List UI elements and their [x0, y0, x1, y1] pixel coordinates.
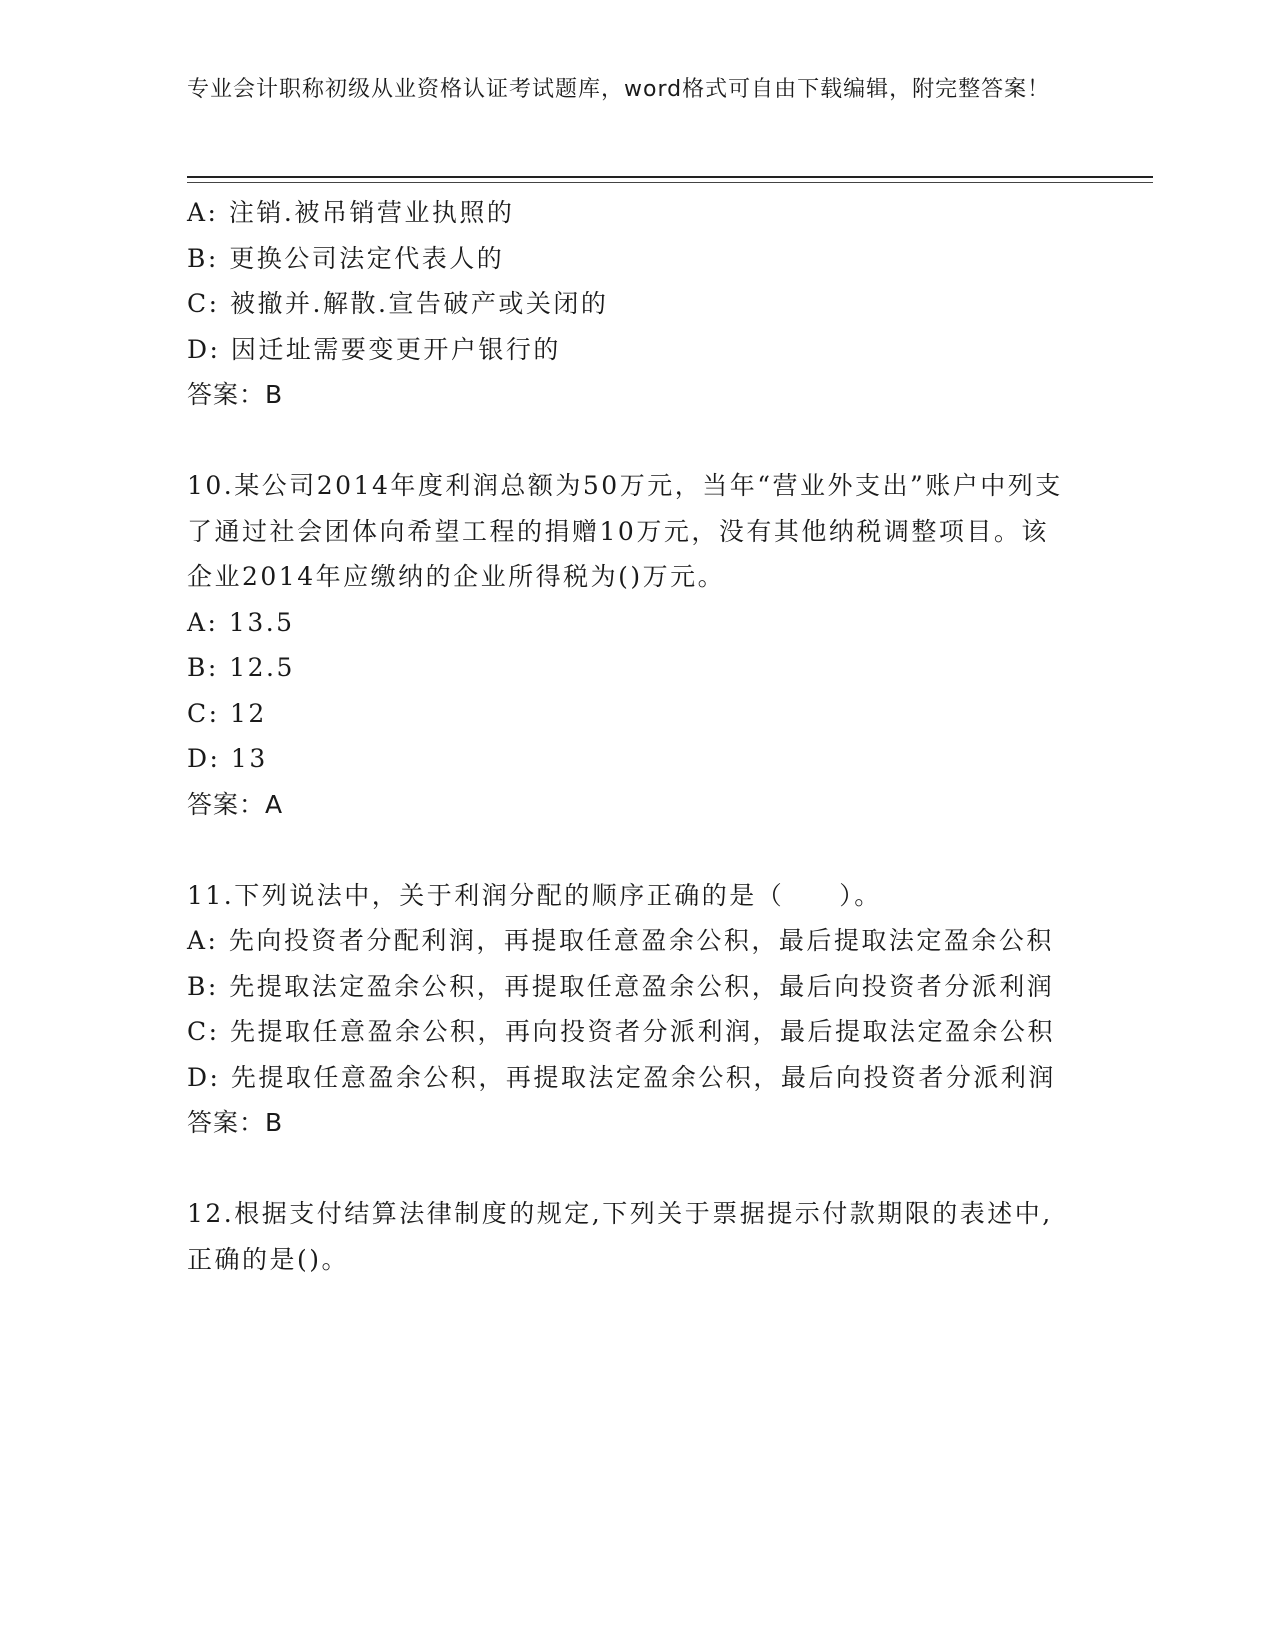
spacer: [187, 418, 1067, 464]
option-d: D: 13: [187, 744, 268, 773]
option-a: A: 注销.被吊销营业执照的: [187, 198, 515, 227]
question-12: [187, 1191, 1067, 1282]
option-b: B: 更换公司法定代表人的: [187, 243, 505, 273]
spacer: [187, 1146, 1067, 1192]
question-text: 12.根据支付结算法律制度的规定,下列关于票据提示付款期限的表述中,正确的是()。: [187, 1199, 1053, 1274]
spacer: [187, 827, 1067, 873]
question-text: 11.下列说法中，关于利润分配的顺序正确的是（ ）。: [187, 880, 882, 910]
option-d: D: 因迁址需要变更开户银行的: [187, 334, 561, 364]
header-rule-thin: [187, 182, 1153, 183]
document-header: 专业会计职称初级从业资格认证考试题库，word格式可自由下载编辑，附完整答案！: [187, 77, 1051, 102]
question-9: [187, 190, 1067, 418]
option-b: B: 12.5: [187, 653, 295, 682]
question-11: [187, 873, 1067, 1146]
question-list: [187, 190, 1067, 1282]
option-a: A: 先向投资者分配利润，再提取任意盈余公积，最后提取法定盈余公积: [187, 926, 1054, 955]
question-10: [187, 463, 1067, 827]
header-rule-thick: [187, 176, 1153, 178]
answer-line: 答案：B: [187, 380, 284, 409]
option-d: D: 先提取任意盈余公积，再提取法定盈余公积，最后向投资者分派利润: [187, 1062, 1056, 1092]
answer-line: 答案：B: [187, 1108, 284, 1137]
answer-line: 答案：A: [187, 789, 284, 819]
option-b: B: 先提取法定盈余公积，再提取任意盈余公积，最后向投资者分派利润: [187, 971, 1055, 1001]
option-c: C: 被撤并.解散.宣告破产或关闭的: [187, 289, 609, 318]
option-a: A: 13.5: [187, 607, 295, 637]
option-c: C: 先提取任意盈余公积，再向投资者分派利润，最后提取法定盈余公积: [187, 1017, 1056, 1046]
question-text: 10.某公司2014年度利润总额为50万元，当年“营业外支出”账户中列支了通过社会团体向希望工程的捐赠10万元，没有其他纳税调整项目。该企业2014年应缴纳的企业所得税为()万元。: [187, 471, 1063, 591]
option-c: C: 12: [187, 698, 267, 728]
